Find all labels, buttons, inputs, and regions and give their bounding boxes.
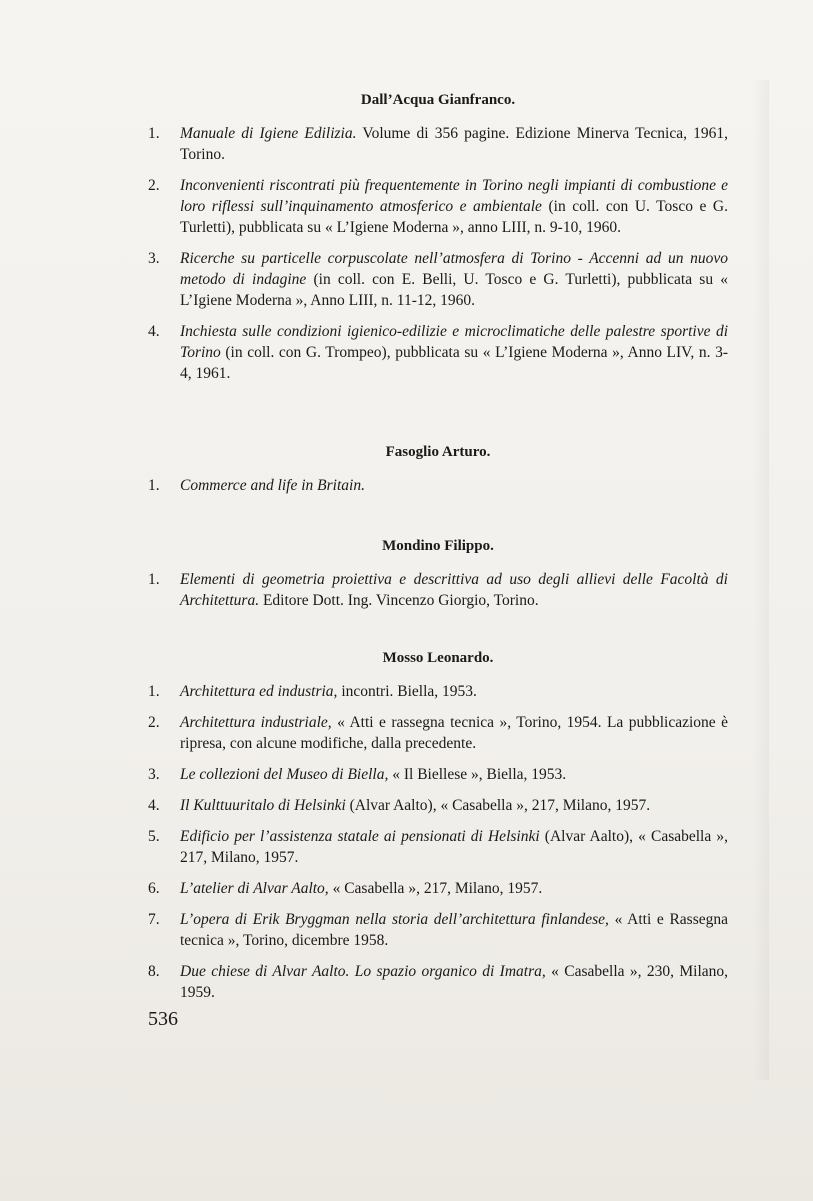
entry-title: Commerce and life in Britain. [180,477,365,494]
entry-number: 6. [148,880,160,897]
page-number: 536 [148,1008,178,1030]
entry-details: (in coll. con U. Tosco e G. Turletti), pubblicata su « L’Igiene Moderna », anno LIII, n. 9-10, 1960. [180,198,729,236]
entry-title: Manuale di Igiene Edilizia. [180,125,357,142]
bibliography-entry [148,248,728,311]
bibliography-entry [148,878,728,899]
entry-title: Architettura ed industria, [180,683,338,700]
section-heading: Dall’Acqua Gianfranco. [360,92,516,108]
entry-title: Ricerche su particelle corpuscolate nell’atmosfera di Torino - Accenni ad un nuovo metodo di indagine [180,250,728,288]
entry-title: Il Kulttuuritalo di Helsinki [180,797,346,814]
entry-details: Volume di 356 pagine. Edizione Minerva Tecnica, 1961, Torino. [180,125,728,163]
entry-details: (Alvar Aalto), « Casabella », 217, Milano, 1957. [345,797,651,814]
entry-details: Editore Dott. Ing. Vincenzo Giorgio, Torino. [259,592,539,609]
entry-number: 5. [148,828,160,845]
entry-title: L’opera di Erik Bryggman nella storia dell’architettura finlandese, [180,911,609,928]
bibliography-entry [148,961,728,1003]
entry-number: 8. [148,963,160,980]
entry-details: incontri. Biella, 1953. [337,683,477,700]
bibliography-entry [148,681,728,702]
entry-details: (in coll. con E. Belli, U. Tosco e G. Turletti), pubblicata su « L’Igiene Moderna », Anno LIII, n. 11-12, 1960. [180,271,728,309]
section-mosso [148,650,728,1013]
section-mondino [148,538,728,621]
entry-details: « Casabella », 217, Milano, 1957. [328,880,543,897]
bibliography-entry [148,795,728,816]
section-heading: Mondino Filippo. [382,538,494,554]
entry-title: Inchiesta sulle condizioni igienico-edilizie e microclimatiche delle palestre sportive di Torino [180,323,728,361]
section-heading: Fasoglio Arturo. [385,444,491,460]
entry-title: Le collezioni del Museo di Biella, [180,766,389,783]
entry-title: Architettura industriale, [180,714,332,731]
entry-number: 1. [148,571,160,588]
bibliography-entry [148,712,728,754]
entry-number: 1. [148,477,160,494]
bibliography-entry [148,475,728,496]
section-heading: Mosso Leonardo. [382,650,494,666]
entry-title: Inconvenienti riscontrati più frequentemente in Torino negli impianti di combustione e loro riflessi sull’inquinamento atmosferico e ambientale [180,177,728,215]
section-fasoglio [148,444,728,506]
entry-number: 3. [148,250,160,267]
entry-number: 2. [148,177,160,194]
bibliography-entry [148,909,728,951]
entry-details: « Casabella », 230, Milano, 1959. [180,963,729,1001]
entry-number: 4. [148,323,160,340]
entry-details: (Alvar Aalto), « Casabella », 217, Milano, 1957. [180,828,728,866]
entry-details: (in coll. con G. Trompeo), pubblicata su « L’Igiene Moderna », Anno LIV, n. 3-4, 1961. [180,344,728,382]
entry-number: 4. [148,797,160,814]
entry-number: 3. [148,766,160,783]
entry-details: « Il Biellese », Biella, 1953. [388,766,567,783]
entry-details: « Atti e Rassegna tecnica », Torino, dicembre 1958. [180,911,728,949]
show-through-shadow [753,80,769,1080]
bibliography-entry [148,321,728,384]
entry-title: Due chiese di Alvar Aalto. Lo spazio organico di Imatra, [180,963,546,980]
bibliography-entry [148,569,728,611]
entry-title: L’atelier di Alvar Aalto, [180,880,329,897]
entry-number: 2. [148,714,160,731]
entry-details: « Atti e rassegna tecnica », Torino, 1954. La pubblicazione è ripresa, con alcune modifiche, dalla precedente. [180,714,728,752]
bibliography-entry [148,764,728,785]
section-dallacqua [148,92,728,394]
bibliography-entry [148,175,728,238]
entry-title: Edificio per l’assistenza statale ai pensionati di Helsinki [180,828,540,845]
bibliography-entry [148,826,728,868]
entry-title: Elementi di geometria proiettiva e descrittiva ad uso degli allievi delle Facoltà di Architettura. [180,571,728,609]
entry-number: 1. [148,683,160,700]
entry-number: 7. [148,911,160,928]
entry-number: 1. [148,125,160,142]
bibliography-entry [148,123,728,165]
